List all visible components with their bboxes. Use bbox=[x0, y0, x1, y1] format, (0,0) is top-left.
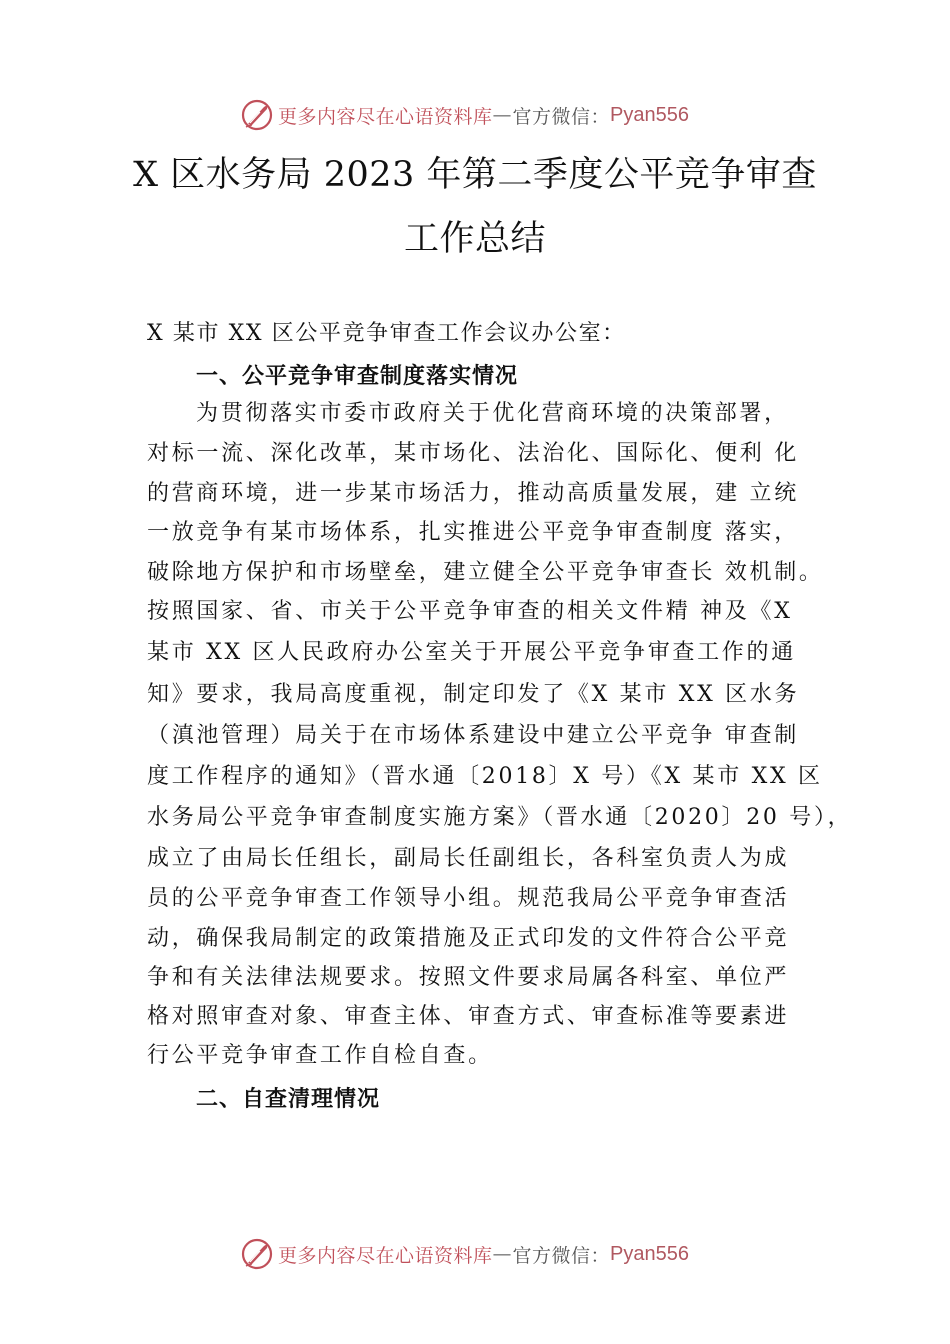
paragraph-line: 的营商环境，进一步某市场活力，推动高质量发展，建 立统 bbox=[147, 481, 799, 506]
document-title-line1: X 区水务局 2023 年第二季度公平竞争审查 bbox=[133, 155, 817, 195]
watermark-account: Pyan556 bbox=[610, 103, 689, 126]
paragraph-line: 度工作程序的通知》（晋水通〔2018〕X 号）《X 某市 XX 区 bbox=[147, 764, 823, 789]
paragraph-line: 水务局公平竞争审查制度实施方案》（晋水通〔2020〕20 号）， bbox=[147, 805, 853, 830]
watermark-footer bbox=[240, 1236, 760, 1272]
paragraph-line: 动，确保我局制定的政策措施及正式印发的文件符合公平竞 bbox=[147, 926, 790, 951]
paragraph-line: 格对照审查对象、审查主体、审查方式、审查标准等要素进 bbox=[147, 1004, 790, 1029]
quill-pen-circle-icon bbox=[240, 98, 274, 132]
paragraph-line: 成立了由局长任组长，副局长任副组长，各科室负责人为成 bbox=[147, 846, 790, 871]
paragraph-line: 知》要求，我局高度重视，制定印发了《X 某市 XX 区水务 bbox=[147, 682, 800, 707]
watermark-dash: — bbox=[492, 1243, 513, 1265]
section2-heading: 二、自查清理情况 bbox=[196, 1087, 381, 1112]
watermark-account: Pyan556 bbox=[610, 1242, 689, 1265]
paragraph-line: 按照国家、省、市关于公平竞争审查的相关文件精 神及《X bbox=[147, 599, 793, 624]
quill-pen-circle-icon bbox=[240, 1237, 274, 1271]
watermark-brand: 更多内容尽在心语资料库 bbox=[278, 105, 493, 128]
paragraph-line: 为贯彻落实市委市政府关于优化营商环境的决策部署， bbox=[196, 401, 789, 426]
paragraph-line: 对标一流、深化改革，某市场化、法治化、国际化、便利 化 bbox=[147, 441, 799, 466]
paragraph-line: 员的公平竞争审查工作领导小组。规范我局公平竞争审查活 bbox=[147, 886, 790, 911]
paragraph-line: （滇池管理）局关于在市场体系建设中建立公平竞争 审查制 bbox=[147, 723, 799, 748]
watermark-label: 官方微信： bbox=[512, 1244, 611, 1267]
watermark-brand: 更多内容尽在心语资料库 bbox=[278, 1244, 493, 1267]
watermark-dash: — bbox=[492, 104, 513, 126]
paragraph-line: 破除地方保护和市场壁垒，建立健全公平竞争审查长 效机制。 bbox=[147, 560, 824, 585]
section1-heading: 一、公平竞争审查制度落实情况 bbox=[196, 364, 519, 389]
watermark-header bbox=[240, 97, 760, 133]
paragraph-line: 某市 XX 区人民政府办公室关于开展公平竞争审查工作的通 bbox=[147, 640, 796, 665]
salutation: X 某市 XX 区公平竞争审查工作会议办公室： bbox=[147, 321, 626, 346]
paragraph-line: 争和有关法律法规要求。按照文件要求局属各科室、单位严 bbox=[147, 965, 790, 990]
watermark-label: 官方微信： bbox=[512, 105, 611, 128]
paragraph-line: 一放竞争有某市场体系，扎实推进公平竞争审查制度 落实， bbox=[147, 520, 799, 545]
paragraph-line: 行公平竞争审查工作自检自查。 bbox=[147, 1043, 493, 1068]
document-title-line2: 工作总结 bbox=[403, 219, 546, 259]
